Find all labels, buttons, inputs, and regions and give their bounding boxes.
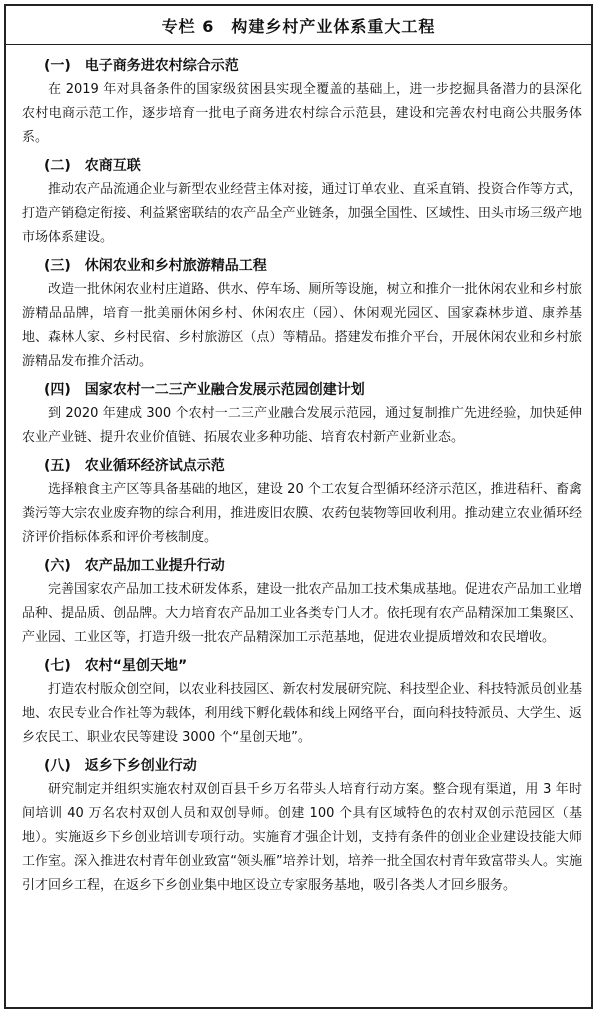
- section-heading: (六) 农产品加工业提升行动: [44, 558, 225, 574]
- section-2: [22, 154, 582, 250]
- section-body: 完善国家农产品加工技术研发体系，建设一批农产品加工技术集成基地。促进农产品加工业增品种、提品质、创品牌。大力培育农产品加工业各类专门人才。依托现有农产品精深加工集聚区、产业园、工业区等，打造升级一批农产品精深加工示范基地，促进农业提质增效和农民增收。: [22, 582, 582, 645]
- section-body: 研究制定并组织实施农村双创百县千乡万名带头人培育行动方案。整合现有渠道，用 3 年时间培训 40 万名农村双创人员和双创导师。创建 100 个具有区域特色的农村双创示范园区（基地）。实施返乡下乡创业培训专项行动。实施育才强企计划，支持有条件的创业企业建设技能大师工作室。深入推进农村青年创业致富“领头雁”培养计划，培养一批全国农村青年致富带头人。实施引才回乡工程，在返乡下乡创业集中地区设立专家服务基地，吸引各类人才回乡服务。: [22, 782, 582, 893]
- section-heading: (七) 农村“星创天地”: [44, 658, 188, 674]
- box-title: 专栏 6 构建乡村产业体系重大工程: [6, 6, 591, 45]
- section-4: [22, 378, 582, 450]
- section-8: [22, 754, 582, 898]
- section-3: [22, 254, 582, 374]
- section-heading: (三) 休闲农业和乡村旅游精品工程: [44, 258, 267, 274]
- section-body: 打造农村版众创空间，以农业科技园区、新农村发展研究院、科技型企业、科技特派员创业基地、农民专业合作社等为载体，利用线下孵化载体和线上网络平台，面向科技特派员、大学生、返乡农民工、职业农民等建设 3000 个“星创天地”。: [22, 682, 582, 745]
- section-body: 改造一批休闲农业村庄道路、供水、停车场、厕所等设施，树立和推介一批休闲农业和乡村旅游精品品牌，培育一批美丽休闲乡村、休闲农庄（园）、休闲观光园区、国家森林步道、康养基地、森林人家、乡村民宿、乡村旅游区（点）等精品。搭建发布推介平台，开展休闲农业和乡村旅游精品发布推介活动。: [22, 282, 582, 369]
- section-heading: (一) 电子商务进农村综合示范: [44, 58, 239, 74]
- section-heading: (五) 农业循环经济试点示范: [44, 458, 225, 474]
- section-5: [22, 454, 582, 550]
- section-6: [22, 554, 582, 650]
- section-body: 到 2020 年建成 300 个农村一二三产业融合发展示范园，通过复制推广先进经验，加快延伸农业产业链、提升农业价值链、拓展农业多种功能、培育农村新产业新业态。: [22, 406, 582, 445]
- section-body: 推动农产品流通企业与新型农业经营主体对接，通过订单农业、直采直销、投资合作等方式，打造产销稳定衔接、利益紧密联结的农产品全产业链条，加强全国性、区域性、田头市场三级产地市场体系建设。: [22, 182, 582, 245]
- section-heading: (八) 返乡下乡创业行动: [44, 758, 197, 774]
- section-heading: (二) 农商互联: [44, 158, 141, 174]
- section-heading: (四) 国家农村一二三产业融合发展示范园创建计划: [44, 382, 365, 398]
- feature-box: [4, 4, 593, 1009]
- box-content: [22, 54, 582, 902]
- section-7: [22, 654, 582, 750]
- section-body: 在 2019 年对具备条件的国家级贫困县实现全覆盖的基础上，进一步挖掘具备潜力的县深化农村电商示范工作，逐步培育一批电子商务进农村综合示范县，建设和完善农村电商公共服务体系。: [22, 82, 582, 145]
- section-1: [22, 54, 582, 150]
- section-body: 选择粮食主产区等具备基础的地区，建设 20 个工农复合型循环经济示范区，推进秸秆、畜禽粪污等大宗农业废弃物的综合利用，推进废旧农膜、农药包装物等回收利用。推动建立农业循环经济评价指标体系和评价考核制度。: [22, 482, 582, 545]
